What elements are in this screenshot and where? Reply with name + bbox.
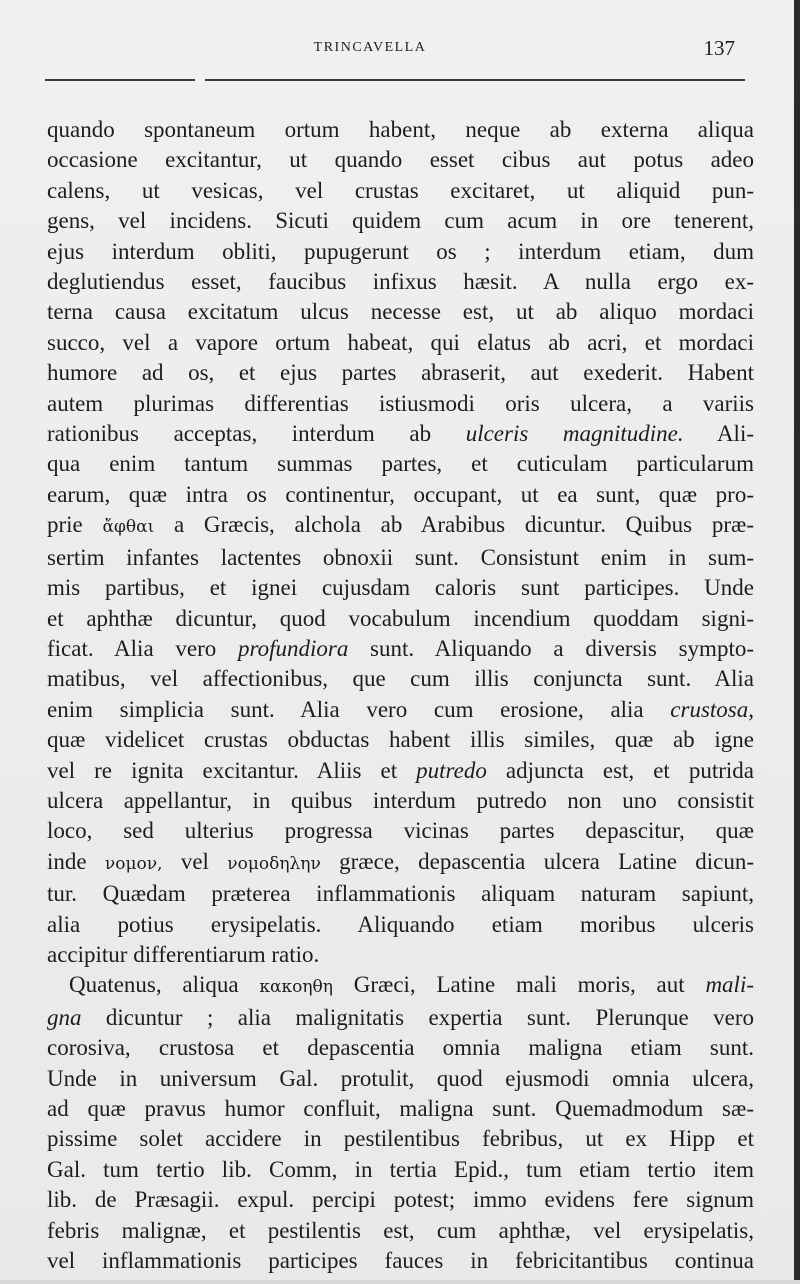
page-bottom-edge	[0, 1280, 800, 1284]
line-text: humore ad os, et ejus partes abraserit, aut exederit. Habent	[47, 360, 754, 386]
text-line	[47, 1216, 754, 1246]
text-line	[47, 1033, 754, 1063]
greek-word: ἄφθαι	[102, 517, 155, 538]
line-text: a Græcis, alchola ab Arabibus dicuntur. Quibus præ-	[154, 512, 754, 538]
text-line	[47, 695, 754, 725]
header-rule-left	[45, 79, 195, 81]
text-line	[47, 145, 754, 175]
line-text: mis partibus, et ignei cujusdam caloris sunt participes. Unde	[47, 575, 754, 601]
line-text: occasione excitantur, ut quando esset cibus aut potus adeo	[47, 147, 754, 173]
line-text: calens, ut vesicas, vel crustas excitaret, ut aliquid pun-	[47, 177, 754, 203]
header-rule-right	[205, 79, 745, 81]
page-edge-shadow	[794, 0, 800, 1284]
line-text: Ali-	[683, 421, 754, 447]
line-text: Gal. tum tertio lib. Comm, in tertia Epid., tum etiam tertio item	[47, 1156, 754, 1182]
line-text: loco, sed ulterius progressa vicinas partes depascitur, quæ	[47, 818, 754, 844]
text-line	[47, 510, 754, 542]
text-line	[47, 634, 754, 664]
text-line	[47, 816, 754, 846]
line-text: græce, depascentia ulcera Latine dicun-	[320, 848, 755, 874]
line-text: febris malignæ, et pestilentis est, cum aphthæ, vel erysipelatis,	[47, 1217, 754, 1243]
greek-word: κακοηθη	[259, 977, 333, 998]
line-text: pissime solet accidere in pestilentibus febribus, ut ex Hipp et	[47, 1126, 754, 1152]
text-line	[47, 543, 754, 573]
line-text: Græci, Latine mali moris, aut	[332, 972, 706, 998]
italic-text: mali-	[705, 972, 754, 998]
text-line	[47, 970, 754, 1002]
line-text: tur. Quædam præterea inflammationis aliquam naturam sapiunt,	[47, 881, 754, 907]
line-text: earum, quæ intra os continentur, occupant, ut ea sunt, quæ pro-	[47, 481, 754, 507]
text-line	[47, 756, 754, 786]
text-line	[47, 328, 754, 358]
line-text: ulcera appellantur, in quibus interdum putredo non uno consistit	[47, 787, 754, 813]
text-line	[47, 725, 754, 755]
line-text: lib. de Præsagii. expul. percipi potest; immo evidens fere signum	[47, 1187, 754, 1213]
greek-word: νομον,	[104, 853, 163, 874]
text-line	[47, 267, 754, 297]
line-text: vel inflammationis participes fauces in febricitantibus continua	[47, 1248, 754, 1274]
line-text: quando spontaneum ortum habent, neque ab externa aliqua	[47, 117, 754, 142]
line-text: ficat. Alia vero	[47, 635, 238, 661]
italic-text: putredo	[416, 757, 487, 783]
line-text: rationibus acceptas, interdum ab	[47, 421, 466, 447]
italic-text: profundiora	[237, 635, 349, 661]
text-line	[47, 664, 754, 694]
line-text: ad quæ pravus humor confluit, maligna sunt. Quemadmodum sæ-	[47, 1096, 754, 1121]
italic-text: gna	[47, 1004, 82, 1030]
text-line	[47, 1246, 754, 1276]
line-text: corosiva, crustosa et depascentia omnia maligna etiam sunt.	[47, 1035, 754, 1061]
text-line	[47, 115, 754, 145]
line-text: quæ videlicet crustas obductas habent illis similes, quæ ab igne	[47, 727, 754, 753]
italic-text: crustosa,	[670, 696, 754, 722]
line-text: sunt. Aliquando a diversis sympto-	[348, 635, 754, 661]
line-text: Quatenus, aliqua	[69, 972, 260, 998]
text-line	[47, 297, 754, 327]
text-line	[47, 1094, 754, 1124]
line-text: autem plurimas differentias istiusmodi oris ulcera, a variis	[47, 390, 754, 416]
text-line	[47, 389, 754, 419]
text-line	[47, 1185, 754, 1215]
page-number: 137	[703, 36, 735, 60]
line-text: succo, vel a vapore ortum habeat, qui elatus ab acri, et mordaci	[47, 329, 754, 355]
text-line	[47, 358, 754, 388]
running-title: TRINCAVELLA	[313, 40, 427, 55]
italic-text: ulceris magnitudine.	[465, 421, 684, 447]
line-text: vel	[162, 848, 228, 874]
body-text	[47, 115, 754, 1276]
text-line	[47, 847, 754, 879]
line-text: Unde in universum Gal. protulit, quod ejusmodi omnia ulcera,	[47, 1065, 754, 1091]
line-text: adjuncta est, et putrida	[486, 757, 755, 783]
line-text: deglutiendus esset, faucibus infixus hæsit. A nulla ergo ex-	[47, 269, 754, 295]
line-text: sertim infantes lactentes obnoxii sunt. Consistunt enim in sum-	[47, 544, 754, 570]
text-line	[47, 1064, 754, 1094]
text-line	[47, 1155, 754, 1185]
line-text: qua enim tantum summas partes, et cuticulam particularum	[47, 451, 754, 477]
text-line	[47, 1124, 754, 1154]
line-text: inde	[47, 848, 105, 874]
line-text: matibus, vel affectionibus, que cum illis conjuncta sunt. Alia	[47, 666, 754, 692]
text-line	[47, 237, 754, 267]
line-text: enim simplicia sunt. Alia vero cum erosione, alia	[47, 696, 671, 722]
text-line	[47, 206, 754, 236]
text-line	[47, 1003, 754, 1033]
text-line	[47, 449, 754, 479]
text-line	[47, 573, 754, 603]
line-text: prie	[47, 512, 103, 538]
text-line	[47, 879, 754, 909]
text-line	[47, 419, 754, 449]
text-line	[47, 480, 754, 510]
greek-word: νομοδηλην	[227, 853, 321, 874]
page-header	[45, 38, 745, 62]
line-text: terna causa excitatum ulcus necesse est, ut ab aliquo mordaci	[47, 299, 754, 325]
line-text: gens, vel incidens. Sicuti quidem cum acum in ore tenerent,	[47, 208, 754, 234]
text-line	[47, 786, 754, 816]
line-text: dicuntur ; alia malignitatis expertia sunt. Plerunque vero	[81, 1004, 754, 1030]
line-text: vel re ignita excitantur. Aliis et	[47, 757, 417, 783]
line-text: ejus interdum obliti, pupugerunt os ; interdum etiam, dum	[47, 238, 754, 264]
line-text: accipitur differentiarum ratio.	[47, 941, 320, 967]
text-line	[47, 910, 754, 940]
text-line	[47, 604, 754, 634]
text-line	[47, 940, 754, 970]
line-text: alia potius erysipelatis. Aliquando etiam moribus ulceris	[47, 911, 754, 937]
text-line	[47, 176, 754, 206]
line-text: et aphthæ dicuntur, quod vocabulum incendium quoddam signi-	[47, 605, 754, 631]
